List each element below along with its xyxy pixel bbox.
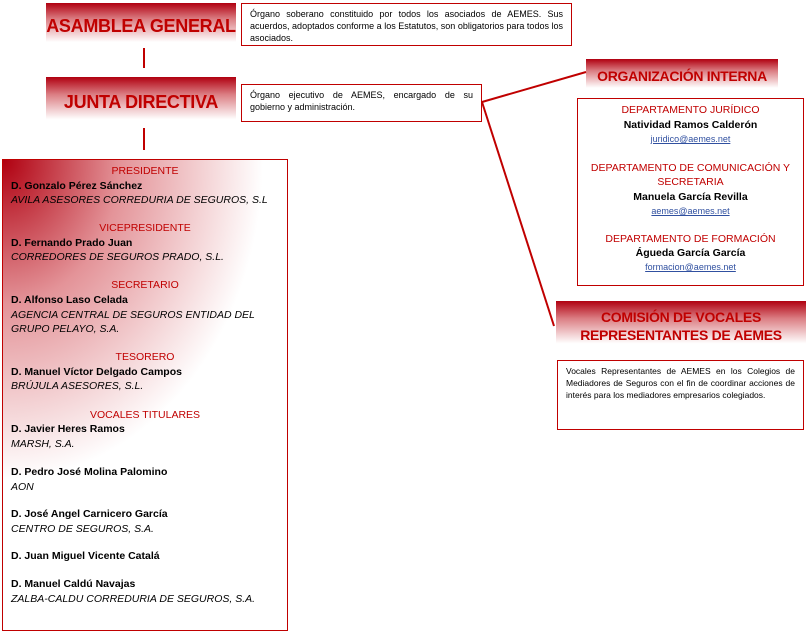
role-vicepresidente: VICEPRESIDENTE (99, 222, 191, 234)
member-company: CENTRO DE SEGUROS, S.A. (11, 523, 154, 535)
dept-juridico-email[interactable]: juridico@aemes.net (650, 134, 731, 144)
member-name: D. José Angel Carnicero García (11, 508, 168, 520)
member-company: MARSH, S.A. (11, 438, 75, 450)
junta-directiva-title: JUNTA DIRECTIVA (63, 91, 219, 112)
dept-comunicacion-person: Manuela García Revilla (633, 191, 748, 203)
junta-members-panel (2, 159, 288, 631)
dept-comunicacion-title: DEPARTAMENTO DE COMUNICACIÓN Y SECRETARIA (590, 162, 791, 188)
role-tesorero: TESORERO (115, 351, 175, 363)
role-presidente: PRESIDENTE (111, 165, 179, 177)
dept-juridico-title: DEPARTAMENTO JURÍDICO (621, 104, 760, 116)
dept-formacion-person: Águeda García García (635, 247, 746, 259)
member-name: D. Fernando Prado Juan (11, 237, 133, 249)
member-company: BRÚJULA ASESORES, S.L. (11, 380, 144, 392)
member-name: D. Gonzalo Pérez Sánchez (11, 180, 143, 192)
junta-directiva-description: Órgano ejecutivo de AEMES, encargado de su gobierno y administración. (241, 84, 482, 122)
comision-vocales-description: Vocales Representantes de AEMES en los Colegios de Mediadores de Seguros con el fin de coordinar acciones de interés para los mediadores empresarios colegiados. (557, 360, 804, 430)
member-company: ZALBA-CALDU CORREDURIA DE SEGUROS, S.A. (11, 593, 256, 605)
dept-formacion-title: DEPARTAMENTO DE FORMACIÓN (605, 233, 776, 245)
member-name: D. Pedro José Molina Palomino (11, 466, 168, 478)
member-name: D. Alfonso Laso Celada (11, 294, 128, 306)
member-name: D. Manuel Caldú Navajas (11, 578, 136, 590)
organizacion-interna-box (577, 98, 804, 286)
junta-directiva-header (46, 77, 236, 127)
member-company: AVILA ASESORES CORREDURIA DE SEGUROS, S.L (11, 194, 268, 206)
dept-formacion-email[interactable]: formacion@aemes.net (645, 262, 736, 272)
dept-juridico-person: Natividad Ramos Calderón (623, 119, 758, 131)
role-vocales-titulares: VOCALES TITULARES (89, 409, 201, 421)
member-name: D. Manuel Víctor Delgado Campos (11, 366, 182, 378)
comision-title-line1: COMISIÓN DE VOCALES (601, 309, 761, 325)
asamblea-general-description: Órgano soberano constituido por todos los asociados de AEMES. Sus acuerdos, adoptados conforme a los Estatutos, son obligatorios para todos los asociados. (241, 3, 572, 46)
role-secretario: SECRETARIO (111, 279, 179, 291)
member-company: CORREDORES DE SEGUROS PRADO, S.L. (11, 251, 224, 263)
connector-junta-comision (482, 102, 554, 326)
dept-comunicacion-email[interactable]: aemes@aemes.net (651, 206, 730, 216)
member-name: D. Juan Miguel Vicente Catalá (11, 550, 160, 562)
organizacion-interna-header (586, 59, 778, 93)
connector-junta-organizacion (482, 72, 586, 102)
comision-vocales-header (556, 301, 806, 351)
member-company: AON (11, 481, 34, 493)
asamblea-general-title: ASAMBLEA GENERAL (46, 15, 236, 36)
member-company: AGENCIA CENTRAL DE SEGUROS ENTIDAD DEL GRUPO PELAYO, S.A. (11, 309, 255, 335)
asamblea-general-header (46, 3, 236, 49)
organizacion-interna-title: ORGANIZACIÓN INTERNA (597, 68, 767, 84)
member-name: D. Javier Heres Ramos (11, 423, 125, 435)
comision-title-line2: REPRESENTANTES DE AEMES (580, 327, 782, 343)
